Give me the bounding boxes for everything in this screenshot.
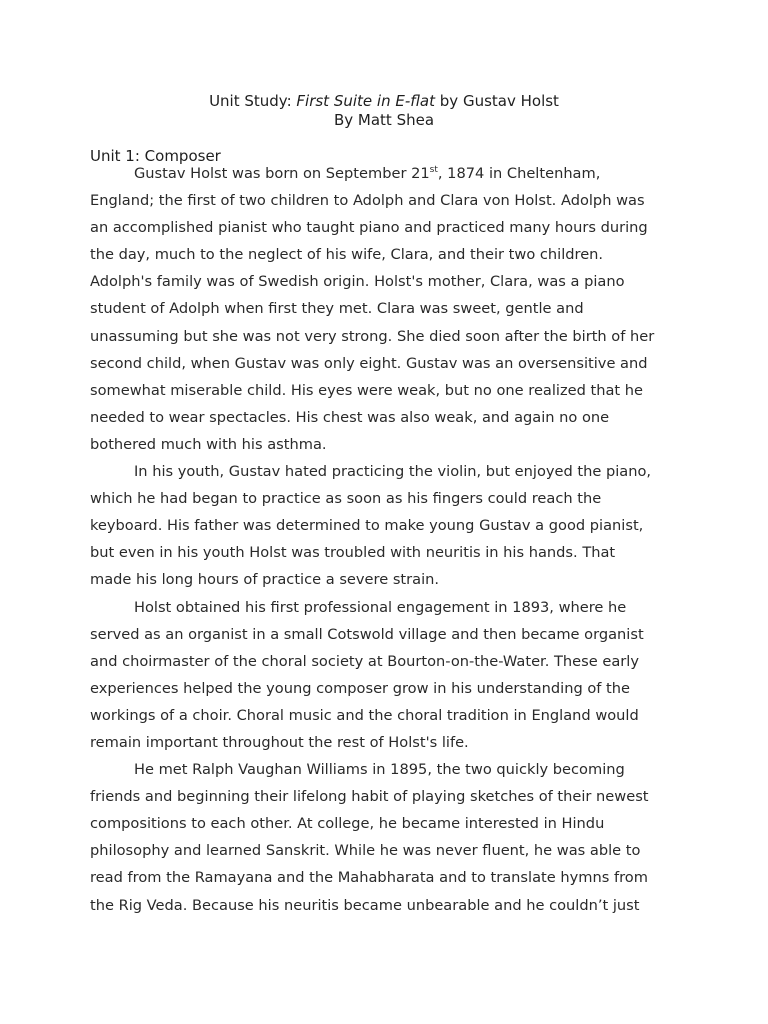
paragraph-line: second child, when Gustav was only eight. Gustav was an oversensitive and [90, 354, 648, 372]
paragraph-3 [90, 594, 680, 757]
paragraph-line: needed to wear spectacles. His chest was also weak, and again no one [90, 408, 610, 426]
paragraph-line: Adolph's family was of Swedish origin. Holst's mother, Clara, was a piano [90, 273, 625, 291]
ordinal-suffix: st [429, 165, 438, 176]
paragraph-line: friends and beginning their lifelong habit of playing sketches of their newest [90, 788, 649, 806]
title-prefix: Unit Study: [209, 92, 297, 110]
paragraph-line: somewhat miserable child. His eyes were weak, but no one realized that he [90, 381, 644, 399]
paragraph-line: read from the Ramayana and the Mahabharata and to translate hymns from [90, 869, 648, 887]
paragraph-1 [90, 160, 680, 458]
paragraph-line: which he had began to practice as soon as his fingers could reach the [90, 490, 602, 508]
paragraph-line: the day, much to the neglect of his wife, Clara, and their two children. [90, 246, 604, 264]
body-text [90, 160, 680, 919]
paragraph-line: Holst obtained his first professional engagement in 1893, where he [134, 598, 627, 616]
paragraph-line: remain important throughout the rest of Holst's life. [90, 733, 469, 751]
paragraph-line: In his youth, Gustav hated practicing the violin, but enjoyed the piano, [134, 463, 652, 481]
author-line: By Matt Shea [333, 111, 435, 129]
section-heading: Unit 1: Composer [90, 147, 221, 165]
paragraph-line: workings of a choir. Choral music and the choral tradition in England would [90, 706, 639, 724]
paragraph-line: experiences helped the young composer grow in his understanding of the [90, 679, 631, 697]
paragraph-line: England; the first of two children to Adolph and Clara von Holst. Adolph was [90, 192, 645, 210]
paragraph-line: unassuming but she was not very strong. She died soon after the birth of her [90, 327, 655, 345]
paragraph-line [90, 160, 680, 187]
paragraph-line: the Rig Veda. Because his neuritis became unbearable and he couldn’t just [90, 896, 640, 914]
document-title-block [0, 92, 768, 130]
paragraph-line: bothered much with his asthma. [90, 435, 327, 453]
title-work-name: First Suite in E-flat [296, 92, 436, 110]
paragraph-line: served as an organist in a small Cotswold village and then became organist [90, 625, 644, 643]
paragraph-line: student of Adolph when first they met. Clara was sweet, gentle and [90, 300, 584, 318]
paragraph-line: an accomplished pianist who taught piano and practiced many hours during [90, 219, 648, 237]
title-suffix: by Gustav Holst [435, 92, 559, 110]
paragraph-line: and choirmaster of the choral society at Bourton-on-the-Water. These early [90, 652, 639, 670]
document-title [0, 92, 768, 111]
paragraph-line: made his long hours of practice a severe strain. [90, 571, 440, 589]
p1-line1-b: , 1874 in Cheltenham, [437, 165, 601, 182]
p1-line1-a: Gustav Holst was born on September 21 [134, 165, 430, 182]
paragraph-2 [90, 458, 680, 593]
paragraph-line: philosophy and learned Sanskrit. While he was never fluent, he was able to [90, 842, 641, 860]
paragraph-line: keyboard. His father was determined to make young Gustav a good pianist, [90, 517, 644, 535]
paragraph-line: compositions to each other. At college, he became interested in Hindu [90, 815, 605, 833]
paragraph-line: He met Ralph Vaughan Williams in 1895, the two quickly becoming [134, 761, 625, 779]
paragraph-4 [90, 756, 680, 919]
paragraph-line: but even in his youth Holst was troubled with neuritis in his hands. That [90, 544, 616, 562]
